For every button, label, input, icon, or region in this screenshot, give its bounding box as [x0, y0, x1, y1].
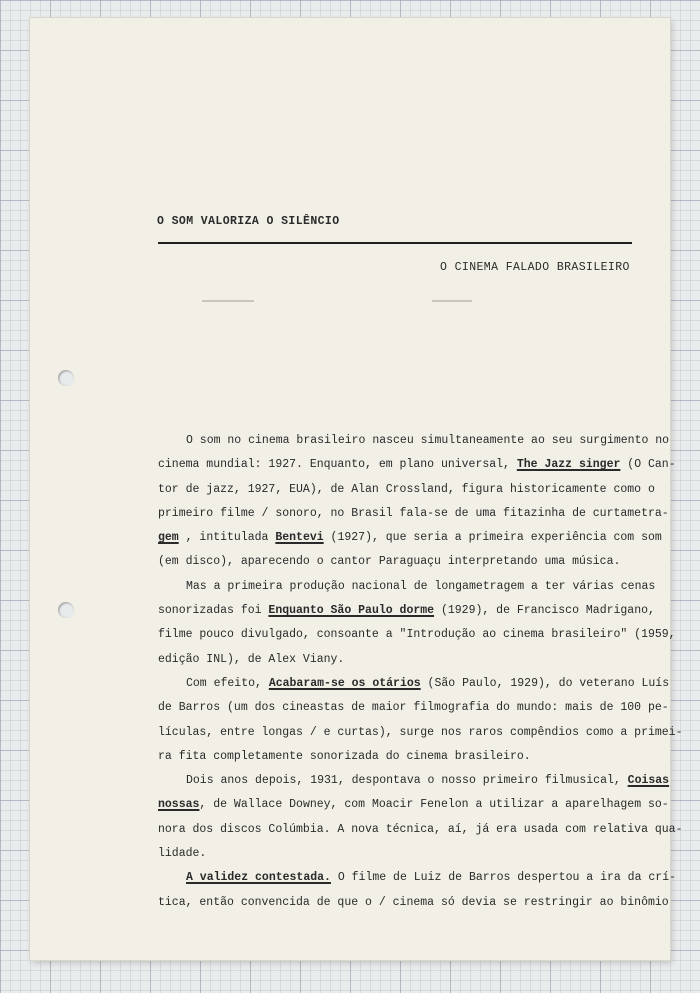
text-line	[158, 866, 676, 890]
text-run: O som no cinema brasileiro nasceu simultaneamente ao seu surgimento no	[186, 434, 670, 447]
text-run: (1927), que seria a primeira experiência com som	[323, 531, 662, 545]
typewritten-page	[30, 18, 683, 960]
text-line	[158, 745, 658, 769]
punch-hole	[58, 602, 74, 618]
text-line	[158, 672, 670, 696]
text-line	[158, 842, 658, 866]
text-run: cinema mundial: 1927. Enquanto, em plano universal,	[158, 458, 517, 472]
text-run: (São Paulo, 1929), do veterano Luís	[420, 676, 670, 690]
text-run: (O Can-	[620, 458, 676, 472]
text-run: Mas a primeira produção nacional de longametragem a ter várias cenas	[186, 579, 656, 593]
underlined-title: A validez contestada.	[186, 871, 331, 885]
title-rule	[158, 242, 632, 244]
underlined-title: Coisas	[627, 774, 670, 788]
text-run: ra fita completamente sonorizada do cinema brasileiro.	[158, 749, 531, 763]
text-run: lidade.	[158, 847, 207, 861]
text-line	[158, 502, 669, 526]
text-line	[158, 478, 658, 502]
text-line	[158, 575, 658, 599]
text-run: , de Wallace Downey, com Moacir Fenelon a utilizar a aparelhagem so-	[199, 798, 669, 812]
text-line	[158, 818, 683, 842]
underlined-title: Enquanto São Paulo dorme	[268, 604, 435, 618]
text-line	[158, 550, 658, 574]
text-line	[158, 891, 669, 915]
text-run: Dois anos depois, 1931, despontava o nosso primeiro filmusical,	[186, 774, 628, 788]
text-line	[158, 453, 676, 477]
text-run: de Barros (um dos cineastas de maior filmografia do mundo: mais de 100 pe-	[158, 701, 669, 715]
text-run: (em disco), aparecendo o cantor Paraguaçu interpretando uma música.	[158, 555, 621, 569]
underlined-title: nossas	[158, 798, 200, 812]
section-subtitle: O CINEMA FALADO BRASILEIRO	[440, 261, 630, 274]
text-line	[158, 623, 676, 647]
text-line	[158, 599, 658, 623]
text-run: nora dos discos Colúmbia. A nova técnica, aí, já era usada com relativa qua-	[158, 822, 683, 836]
underlined-title: gem	[158, 531, 179, 545]
text-run: O filme de Luiz de Barros despertou a ira da crí-	[330, 871, 676, 885]
text-run: , intitulada	[178, 531, 276, 545]
text-run: filme pouco divulgado, consoante a "Introdução ao cinema brasileiro" (1959,	[158, 628, 676, 642]
text-run: lículas, entre longas / e curtas), surge nos raros compêndios como a primei-	[158, 725, 683, 739]
body-text	[158, 429, 683, 915]
faded-mark	[432, 300, 472, 302]
text-line	[158, 769, 670, 793]
text-run: Com efeito,	[186, 676, 269, 690]
text-run: primeiro filme / sonoro, no Brasil fala-se de uma fitazinha de curtametra-	[158, 506, 669, 520]
text-line	[158, 793, 669, 817]
page-title: O SOM VALORIZA O SILÊNCIO	[157, 215, 340, 228]
text-line	[158, 721, 683, 745]
underlined-title: Bentevi	[275, 531, 324, 545]
text-run: sonorizadas foi	[158, 604, 269, 618]
text-run: edição INL), de Alex Viany.	[158, 652, 345, 666]
faded-mark	[202, 300, 254, 302]
underlined-title: The Jazz singer	[516, 458, 621, 472]
punch-hole	[58, 370, 74, 386]
text-line	[158, 648, 658, 672]
text-run: tica, então convencida de que o / cinema só devia se restringir ao binômio	[158, 895, 669, 909]
text-line	[158, 696, 669, 720]
text-run: (1929), de Francisco Madrigano,	[434, 604, 655, 618]
text-line	[158, 526, 662, 550]
text-line	[158, 429, 670, 453]
text-run: tor de jazz, 1927, EUA), de Alan Crossland, figura historicamente como o	[158, 482, 655, 496]
underlined-title: Acabaram-se os otários	[268, 676, 421, 690]
